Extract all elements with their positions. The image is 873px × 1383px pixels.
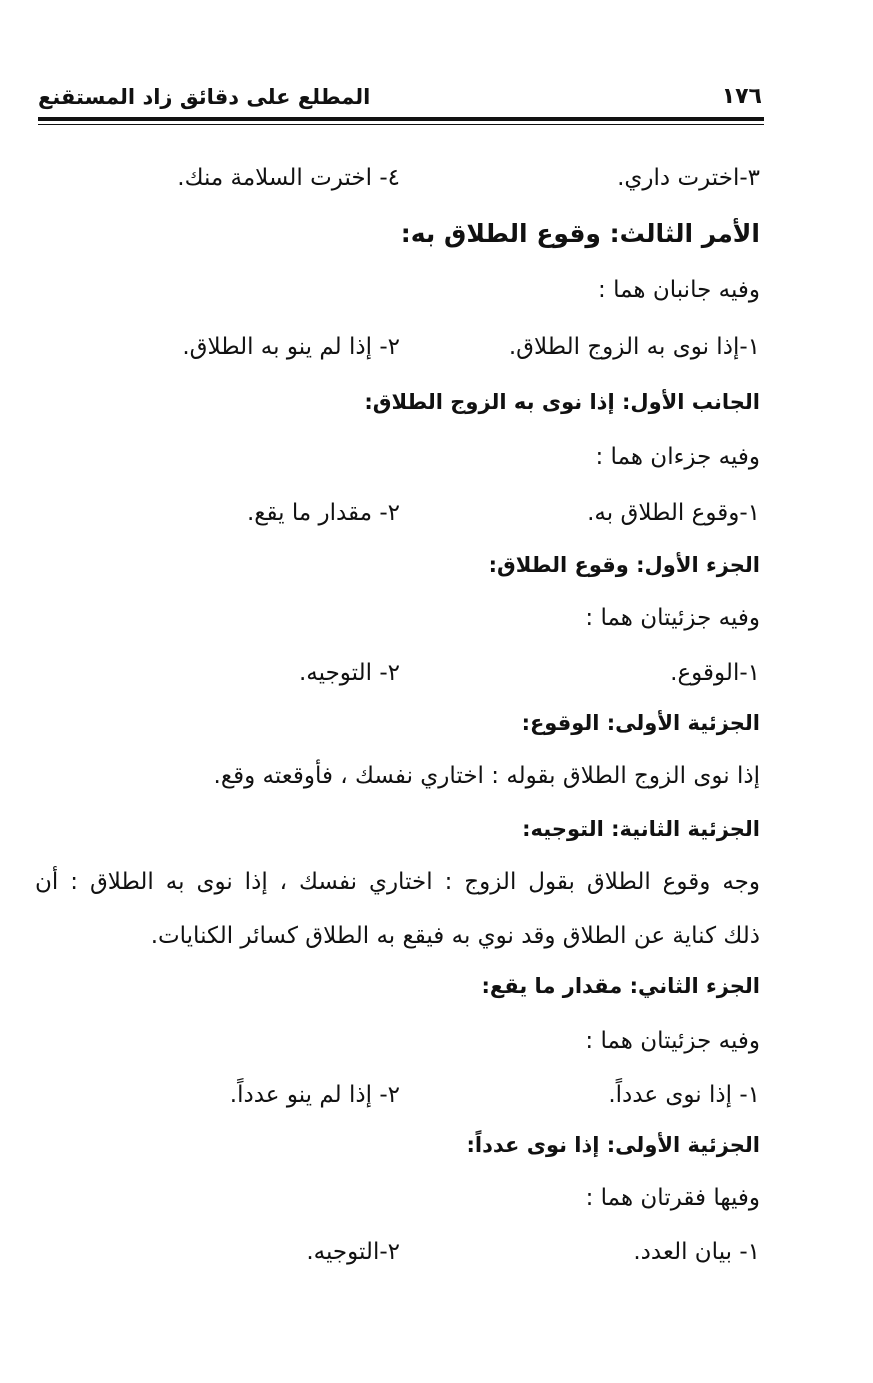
paragraph: وفيه جزئيتان هما : <box>585 605 760 631</box>
paragraph: إذا نوى الزوج الطلاق بقوله : اختاري نفسك ، فأوقعته وقع. <box>213 763 760 789</box>
paragraph: وفيه جزئيتان هما : <box>585 1028 760 1054</box>
page-number: ١٧٦ <box>721 84 762 109</box>
list-item: ٣-اخترت داري. <box>617 165 760 191</box>
list-item: ٢- التوجيه. <box>299 660 400 686</box>
options-line-3-4 <box>40 158 760 198</box>
paragraph: وجه وقوع الطلاق بقول الزوج : اختاري نفسك ، إذا نوى به الطلاق : أن <box>35 869 760 895</box>
subsection-heading: الجزئية الثانية: التوجيه: <box>522 817 760 841</box>
list-item: ٢-التوجيه. <box>306 1239 400 1265</box>
paragraph: ذلك كناية عن الطلاق وقد نوي به فيقع به الطلاق كسائر الكنايات. <box>150 923 760 949</box>
page-header <box>38 82 762 112</box>
two-column-list <box>40 327 760 367</box>
section-heading: الأمر الثالث: وقوع الطلاق به: <box>400 219 760 248</box>
subsection-heading: الجزء الثاني: مقدار ما يقع: <box>481 974 760 998</box>
paragraph: وفيها فقرتان هما : <box>585 1185 760 1211</box>
two-column-list <box>40 1232 760 1272</box>
subsection-heading: الجزئية الأولى: الوقوع: <box>521 711 760 735</box>
list-item: ٢- إذا لم ينو عدداً. <box>229 1082 400 1108</box>
two-column-list <box>40 493 760 533</box>
list-item: ٤- اخترت السلامة منك. <box>177 165 400 191</box>
list-item: ١-إذا نوى به الزوج الطلاق. <box>508 334 760 360</box>
paragraph: وفيه جزءان هما : <box>595 444 760 470</box>
two-column-list <box>40 653 760 693</box>
subsection-heading: الجزء الأول: وقوع الطلاق: <box>488 553 760 577</box>
list-item: ١- إذا نوى عدداً. <box>608 1082 760 1108</box>
subsection-heading: الجانب الأول: إذا نوى به الزوج الطلاق: <box>364 390 760 414</box>
paragraph: وفيه جانبان هما : <box>598 277 760 303</box>
list-item: ٢- مقدار ما يقع. <box>246 500 400 526</box>
list-item: ١-وقوع الطلاق به. <box>587 500 760 526</box>
list-item: ١- بيان العدد. <box>633 1239 760 1265</box>
two-column-list <box>40 1075 760 1115</box>
subsection-heading: الجزئية الأولى: إذا نوى عدداً: <box>466 1133 760 1157</box>
list-item: ١-الوقوع. <box>670 660 760 686</box>
header-rule-thick <box>38 117 764 121</box>
list-item: ٢- إذا لم ينو به الطلاق. <box>182 334 400 360</box>
header-rule-thin <box>38 124 764 125</box>
running-title: المطلع على دقائق زاد المستقنع <box>38 85 371 109</box>
